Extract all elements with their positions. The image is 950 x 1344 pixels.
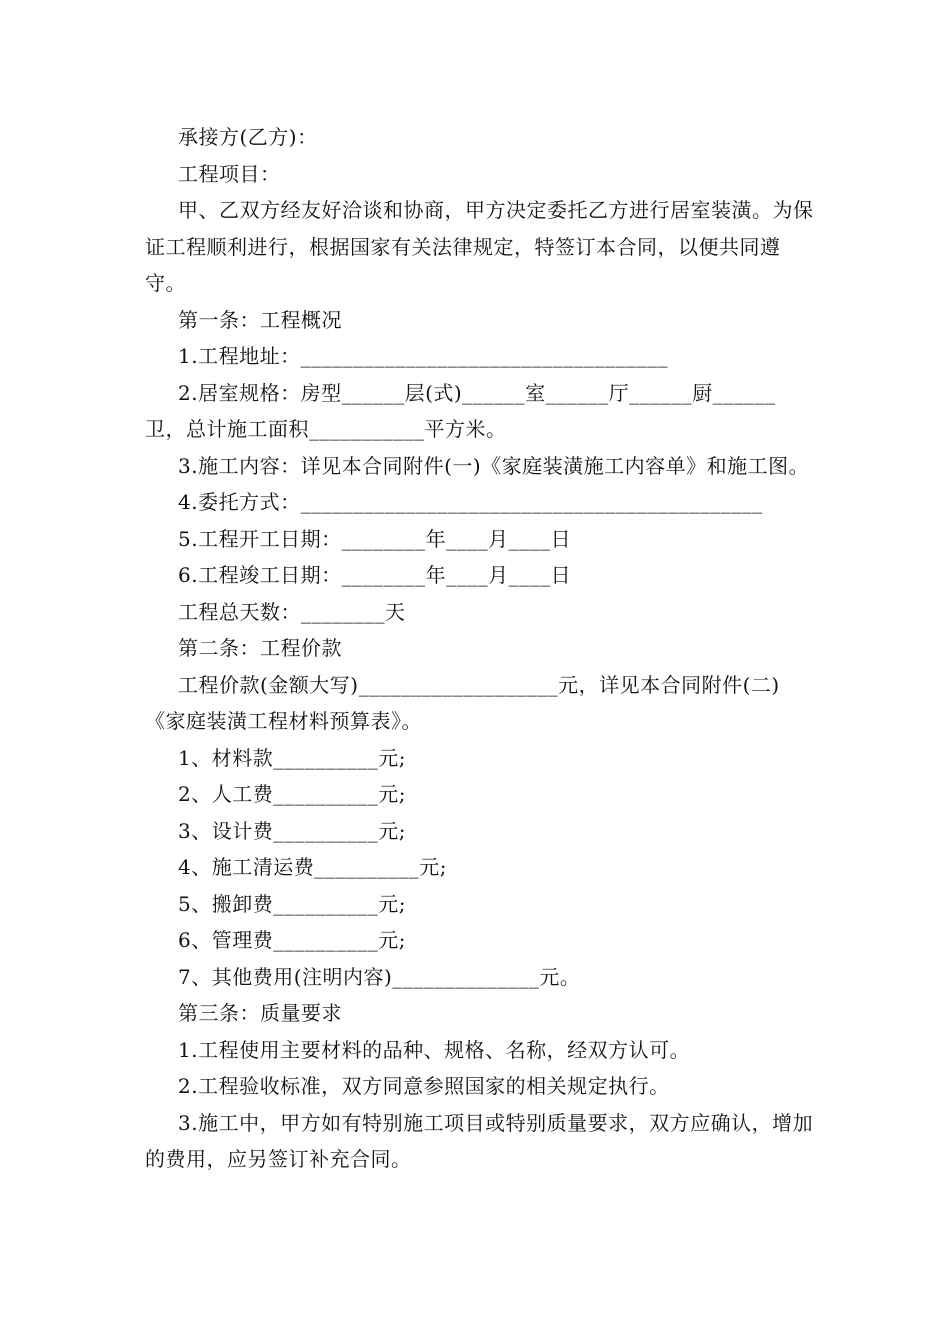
cleanup-fee-line: 4、施工清运费__________元;: [178, 855, 447, 879]
intro-paragraph: 甲、乙双方经友好洽谈和协商，甲方决定委托乙方进行居室装潢。为保证工程顺利进行，根据国家有关法律规定，特签订本合同，以便共同遵守。: [145, 198, 814, 295]
construction-content-paragraph: 3.施工内容：详见本合同附件(一)《家庭装潢施工内容单》和施工图。: [178, 453, 810, 478]
labor-cost-line: 2、人工费__________元;: [178, 782, 406, 806]
quality-item-2: 2.工程验收标准，双方同意参照国家的相关规定执行。: [178, 1074, 670, 1098]
contractor-party-line: 承接方(乙方)：: [178, 125, 318, 149]
other-fees-line: 7、其他费用(注明内容)______________元。: [178, 964, 581, 989]
article-1-heading: 第一条：工程概况: [178, 307, 342, 332]
project-price-paragraph: 工程价款(金额大写)___________________元，详见本合同附件(二)《家庭装潢工程材料预算表》。: [145, 672, 780, 733]
contract-body: [145, 119, 815, 1178]
management-fee-line: 6、管理费__________元;: [178, 928, 406, 952]
quality-item-1: 1.工程使用主要材料的品种、规格、名称，经双方认可。: [178, 1037, 691, 1062]
handling-fee-line: 5、搬卸费__________元;: [178, 891, 406, 916]
article-2-heading: 第二条：工程价款: [178, 636, 342, 660]
commission-method-line: 4.委托方式：____________________________________________: [178, 490, 763, 514]
room-spec-paragraph: 2.居室规格：房型______层(式)______室______厅______厨______卫，总计施工面积___________平方米。: [145, 380, 776, 441]
completion-date-line: 6.工程竣工日期：________年____月____日: [178, 563, 572, 587]
project-item-line: 工程项目：: [178, 161, 281, 186]
total-days-line: 工程总天数：________天: [178, 599, 406, 624]
design-fee-line: 3、设计费__________元;: [178, 818, 406, 843]
project-address-line: 1.工程地址：___________________________________: [178, 344, 669, 368]
material-cost-line: 1、材料款__________元;: [178, 745, 406, 770]
quality-item-3: 3.施工中，甲方如有特别施工项目或特别质量要求，双方应确认，增加的费用，应另签订补充合同。: [145, 1110, 814, 1171]
article-3-heading: 第三条：质量要求: [178, 1001, 342, 1025]
start-date-line: 5.工程开工日期：________年____月____日: [178, 526, 572, 551]
